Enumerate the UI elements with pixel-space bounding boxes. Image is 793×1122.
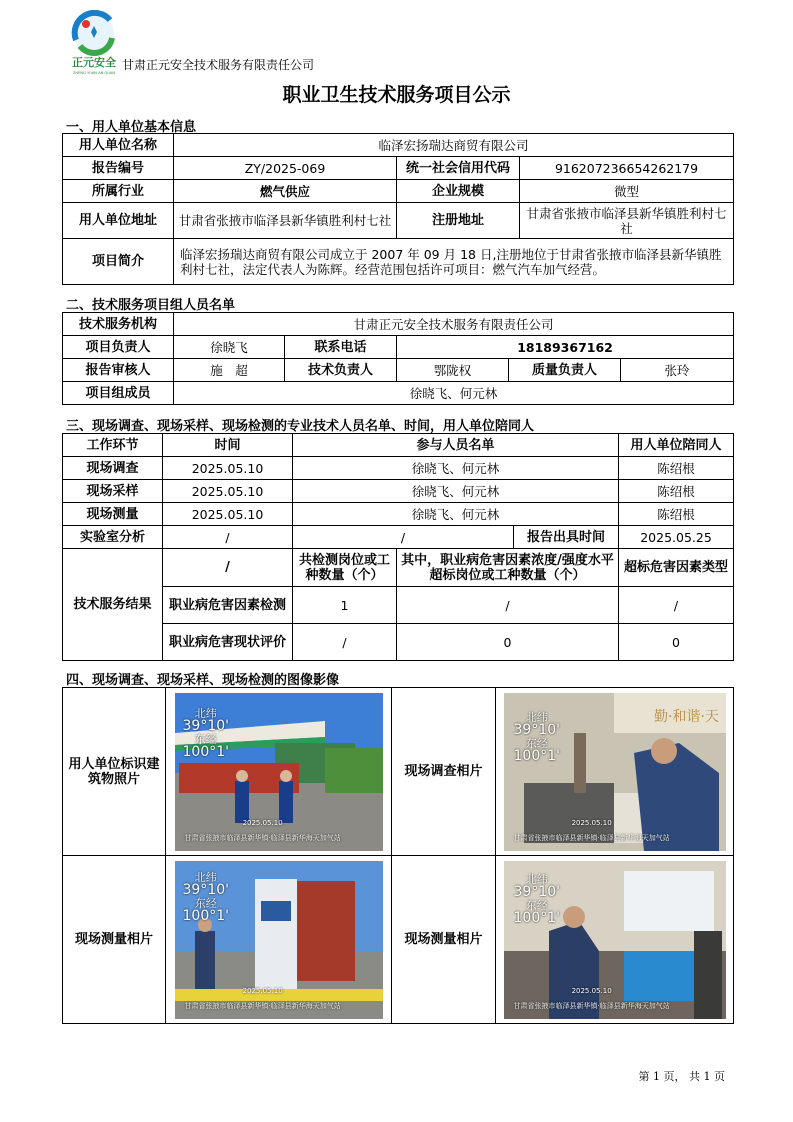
time-cell: 2025.05.10 xyxy=(163,457,293,480)
photo3-label: 现场测量相片 xyxy=(63,856,166,1024)
industry-value: 燃气供应 xyxy=(174,180,397,203)
scale-label: 企业规模 xyxy=(397,180,520,203)
result-row2-type: 0 xyxy=(619,624,734,661)
photo4-label: 现场测量相片 xyxy=(392,856,496,1024)
issue-label: 报告出具时间 xyxy=(514,526,619,549)
wm-lat: 39°10' xyxy=(513,883,560,900)
time-cell: 2025.05.10 xyxy=(163,503,293,526)
leader-label: 项目负责人 xyxy=(63,336,174,359)
result-head-slash: / xyxy=(163,549,293,587)
result-row1-count: 1 xyxy=(293,587,397,624)
reviewer-value: 施 超 xyxy=(174,359,285,382)
photo-building xyxy=(175,693,383,851)
wm-lon-label: 东经 xyxy=(194,896,217,910)
result-row1-exceed: / xyxy=(397,587,619,624)
reg-address-value: 甘肃省张掖市临泽县新华镇胜利村七社 xyxy=(520,203,734,239)
section1-heading: 一、用人单位基本信息 xyxy=(66,120,197,135)
intro-label: 项目简介 xyxy=(63,239,174,285)
stage-cell: 现场调查 xyxy=(63,457,163,480)
people-cell: 徐晓飞、何元林 xyxy=(293,480,619,503)
company-logo xyxy=(66,10,122,76)
issue-value: 2025.05.25 xyxy=(619,526,734,549)
org-label: 技术服务机构 xyxy=(63,313,174,336)
photo1-cell xyxy=(166,688,392,856)
escort-cell: 陈绍根 xyxy=(619,480,734,503)
company-name: 甘肃正元安全技术服务有限责任公司 xyxy=(122,58,315,72)
escort-cell: 陈绍根 xyxy=(619,503,734,526)
result-row1-type: / xyxy=(619,587,734,624)
logo-subtext: ZHENG YUAN AN QUAN xyxy=(72,71,116,75)
leader-value: 徐晓飞 xyxy=(174,336,285,359)
escort-cell: 陈绍根 xyxy=(619,457,734,480)
col-escort: 用人单位陪同人 xyxy=(619,434,734,457)
result-row2-exceed: 0 xyxy=(397,624,619,661)
phone-label: 联系电话 xyxy=(285,336,397,359)
photo-measure-2 xyxy=(504,861,726,1019)
section3-heading: 三、现场调查、现场采样、现场检测的专业技术人员名单、时间，用人单位陪同人 xyxy=(66,419,535,434)
credit-code-label: 统一社会信用代码 xyxy=(397,157,520,180)
wm-lon: 100°1' xyxy=(182,907,229,924)
photo-measure-1 xyxy=(175,861,383,1019)
result-label: 技术服务结果 xyxy=(63,549,163,661)
result-head-count: 共检测岗位或工种数量（个） xyxy=(293,549,397,587)
wm-lat-label: 北纬 xyxy=(525,872,548,886)
time-cell: 2025.05.10 xyxy=(163,480,293,503)
wm-lon: 100°1' xyxy=(513,909,560,926)
scale-value: 微型 xyxy=(520,180,734,203)
people-cell: 徐晓飞、何元林 xyxy=(293,503,619,526)
table-row xyxy=(63,503,734,526)
result-head-exceed: 其中，职业病危害因素浓度/强度水平超标岗位或工种数量（个） xyxy=(397,549,619,587)
photo1-label: 用人单位标识建筑物照片 xyxy=(63,688,166,856)
wm-lat-label: 北纬 xyxy=(194,870,217,884)
members-value: 徐晓飞、何元林 xyxy=(174,382,734,405)
table-row xyxy=(63,457,734,480)
photo-caption: 甘肃省张掖市临泽县新华镇·临泽县新华海天加气站 xyxy=(184,833,341,842)
photo2-cell xyxy=(496,688,734,856)
wm-lat-label: 北纬 xyxy=(525,710,548,724)
result-row1-label: 职业病危害因素检测 xyxy=(163,587,293,624)
tech-label: 技术负责人 xyxy=(285,359,397,382)
photo-survey xyxy=(504,693,726,851)
col-stage: 工作环节 xyxy=(63,434,163,457)
address-label: 用人单位地址 xyxy=(63,203,174,239)
tech-value: 鄂陇权 xyxy=(397,359,509,382)
lab-time: / xyxy=(163,526,293,549)
quality-label: 质量负责人 xyxy=(509,359,621,382)
org-value: 甘肃正元安全技术服务有限责任公司 xyxy=(174,313,734,336)
page-title: 职业卫生技术服务项目公示 xyxy=(282,84,511,106)
photo2-banner: 勤·和谐·天 xyxy=(653,708,719,725)
basic-info-table xyxy=(62,133,734,285)
wm-lat: 39°10' xyxy=(513,721,560,738)
people-cell: 徐晓飞、何元林 xyxy=(293,457,619,480)
reviewer-label: 报告审核人 xyxy=(63,359,174,382)
result-row2-count: / xyxy=(293,624,397,661)
col-people: 参与人员名单 xyxy=(293,434,619,457)
industry-label: 所属行业 xyxy=(63,180,174,203)
photo-date: 2025.05.10 xyxy=(242,818,283,827)
photo-caption: 甘肃省张掖市临泽县新华镇·临泽县新华海天加气站 xyxy=(513,833,670,842)
photo4-cell xyxy=(496,856,734,1024)
team-table xyxy=(62,312,734,405)
result-row2-label: 职业病危害现状评价 xyxy=(163,624,293,661)
lab-people: / xyxy=(293,526,514,549)
stage-cell: 现场测量 xyxy=(63,503,163,526)
result-head-type: 超标危害因素类型 xyxy=(619,549,734,587)
report-no-value: ZY/2025-069 xyxy=(174,157,397,180)
photo-date: 2025.05.10 xyxy=(571,818,612,827)
photo2-label: 现场调查相片 xyxy=(392,688,496,856)
photo-caption: 甘肃省张掖市临泽县新华镇·临泽县新华海天加气站 xyxy=(513,1001,670,1010)
col-time: 时间 xyxy=(163,434,293,457)
wm-lon: 100°1' xyxy=(182,743,229,760)
table-row xyxy=(63,480,734,503)
address-value: 甘肃省张掖市临泽县新华镇胜利村七社 xyxy=(174,203,397,239)
quality-value: 张玲 xyxy=(621,359,734,382)
members-label: 项目组成员 xyxy=(63,382,174,405)
wm-lon-label: 东经 xyxy=(525,736,548,750)
wm-lon: 100°1' xyxy=(513,747,560,764)
employer-label: 用人单位名称 xyxy=(63,134,174,157)
report-no-label: 报告编号 xyxy=(63,157,174,180)
fieldwork-table xyxy=(62,433,734,661)
reg-address-label: 注册地址 xyxy=(397,203,520,239)
photo-date: 2025.05.10 xyxy=(242,986,283,995)
photo-date: 2025.05.10 xyxy=(571,986,612,995)
wm-lat-label: 北纬 xyxy=(194,706,217,720)
photo3-cell xyxy=(166,856,392,1024)
section2-heading: 二、技术服务项目组人员名单 xyxy=(66,298,236,313)
phone-value: 18189367162 xyxy=(397,336,734,359)
employer-value: 临泽宏扬瑞达商贸有限公司 xyxy=(174,134,734,157)
wm-lat: 39°10' xyxy=(182,717,229,734)
credit-code-value: 916207236654262179 xyxy=(520,157,734,180)
lab-label: 实验室分析 xyxy=(63,526,163,549)
photo-caption: 甘肃省张掖市临泽县新华镇·临泽县新华海天加气站 xyxy=(184,1001,341,1010)
logo-text: 正元安全 xyxy=(72,56,116,69)
wm-lon-label: 东经 xyxy=(194,732,217,746)
stage-cell: 现场采样 xyxy=(63,480,163,503)
photo-table xyxy=(62,687,734,1024)
section4-heading: 四、现场调查、现场采样、现场检测的图像影像 xyxy=(66,673,340,688)
intro-value: 临泽宏扬瑞达商贸有限公司成立于 2007 年 09 月 18 日,注册地位于甘肃省张掖市临泽县新华镇胜利村七社，法定代表人为陈辉。经营范围包括许可项目：燃气汽车加气经营。 xyxy=(174,239,734,285)
page-number: 第 1 页， 共 1 页 xyxy=(638,1070,725,1083)
wm-lat: 39°10' xyxy=(182,881,229,898)
wm-lon-label: 东经 xyxy=(525,898,548,912)
